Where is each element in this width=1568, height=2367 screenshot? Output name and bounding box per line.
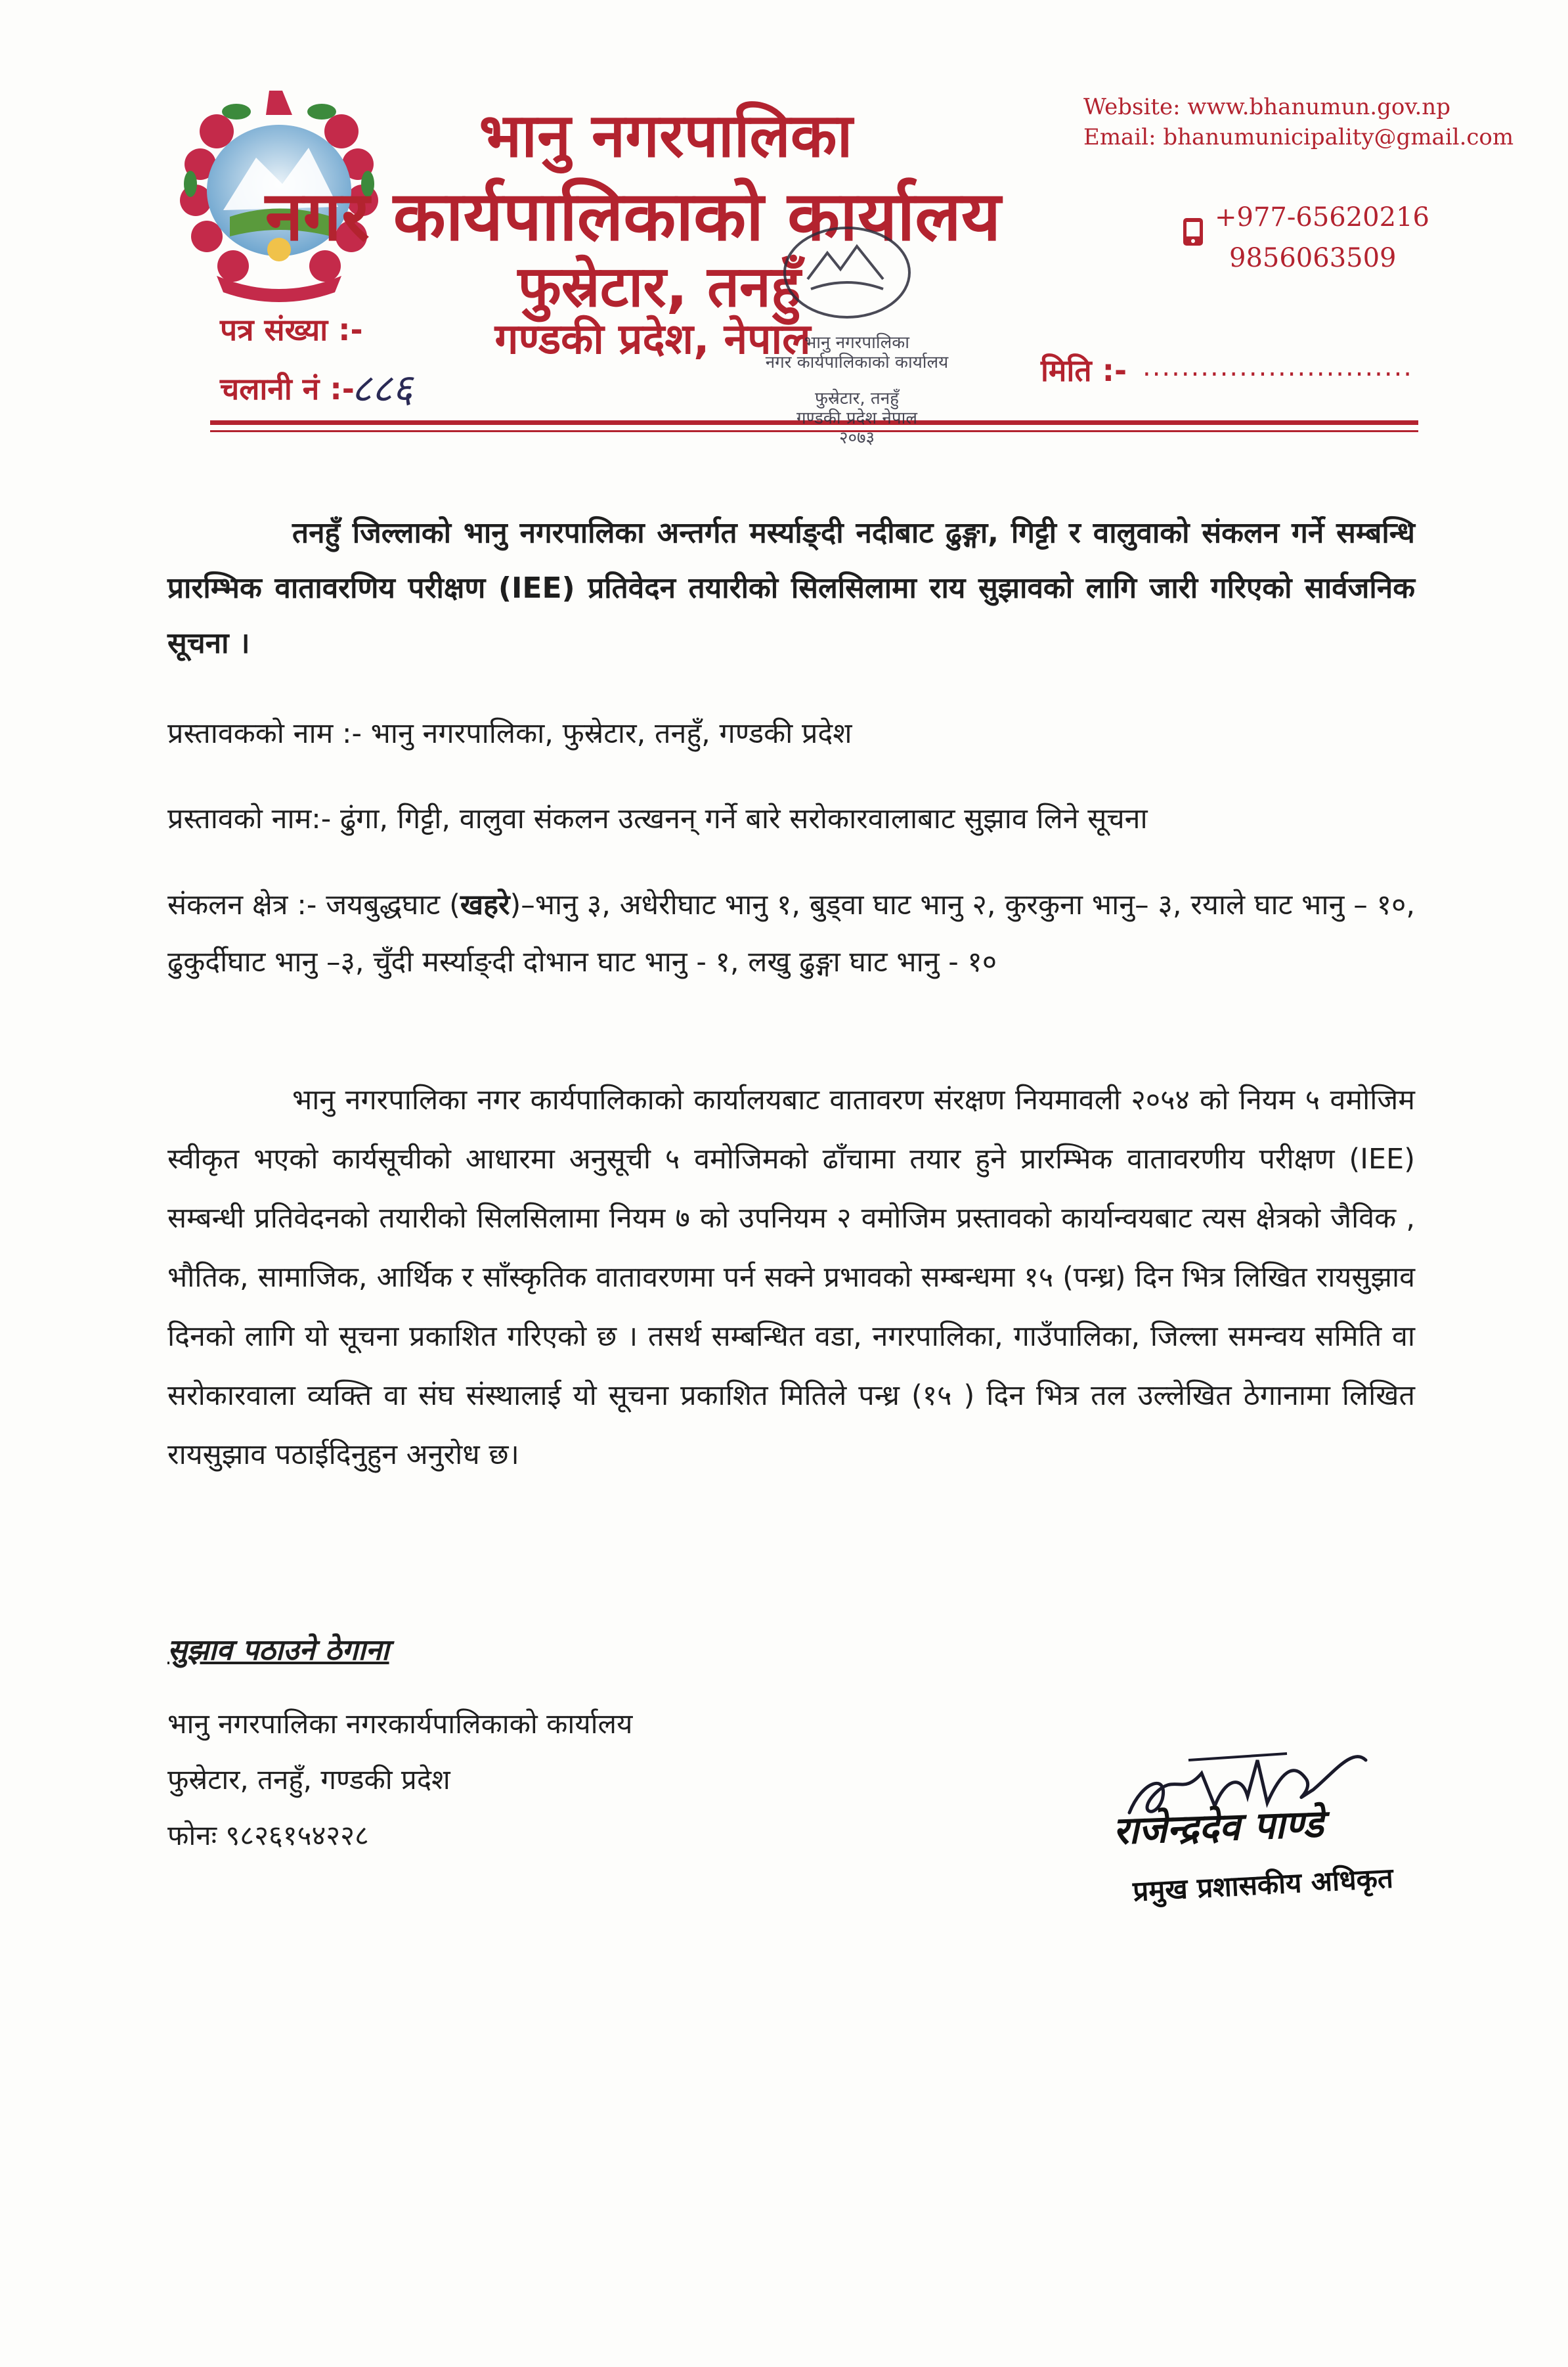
letter-number-label: पत्र संख्या :- — [220, 312, 363, 347]
collection-area-prefix: संकलन क्षेत्र :- जयबुद्धघाट ( — [167, 889, 460, 921]
dispatch-number-label: चलानी नं :- — [220, 371, 355, 407]
collection-area-rest: )–भानु ३, अधेरीघाट भानु १, बुड्वा घाट भानु २, कुरकुना भानु– ३, रयाले घाट भानु – १०, ढुकुर्दीघाट भानु –३, चुँदी मर्स्याङ्दी दोभान घाट भानु - १, लखु ढुङ्गा घाट भानु - १० — [167, 889, 1415, 979]
signatory-role: प्रमुख प्रशासकीय अधिकृत — [1132, 1861, 1394, 1908]
dispatch-number-value: ८८६ — [351, 366, 413, 412]
phone-number-2: 9856063509 — [1229, 243, 1397, 273]
address-phone: फोनः ९८२६१५४२२८ — [167, 1819, 369, 1851]
address-title: सुझाव पठाउने ठेगाना — [167, 1633, 389, 1667]
proponent-line: प्रस्तावकको नाम :- भानु नगरपालिका, फुस्रेटार, तनहुँ, गण्डकी प्रदेश — [167, 717, 852, 750]
stamp-line-5: २०७३ — [838, 428, 875, 448]
official-stamp — [693, 213, 1001, 463]
office-place: फुस्रेटार, तनहुँ — [517, 254, 801, 320]
contact-block — [1083, 92, 1514, 152]
date-placeholder: ............................ — [1143, 352, 1414, 382]
website-text: Website: www.bhanumun.gov.np — [1083, 94, 1450, 120]
office-name: नगर कार्यपालिकाको कार्यालय — [265, 176, 1001, 256]
signatory-name: राजेन्द्रदेव पाण्डे — [1112, 1801, 1324, 1853]
stamp-line-1: भानु नगरपालिका — [804, 333, 909, 353]
collection-area — [167, 877, 1415, 991]
stamp-line-2: नगर कार्यपालिकाको कार्यालय — [765, 353, 949, 372]
notice-paragraph: भानु नगरपालिका नगर कार्यपालिकाको कार्यालयबाट वातावरण संरक्षण नियमावली २०५४ को नियम ५ वमोजिम स्वीकृत भएको कार्यसूचीको आधारमा अनुसूची ५ वमोजिमको ढाँचामा तयार हुने प्रारम्भिक वातावरणीय परीक्षण (IEE) सम्बन्धी प्रतिवेदनको तयारीको सिलसिलामा नियम ७ को उपनियम २ वमोजिम प्रस्तावको कार्यान्वयबाट त्यस क्षेत्रको जैविक , भौतिक, सामाजिक, आर्थिक र साँस्कृतिक वातावरणमा पर्न सक्ने प्रभावको सम्बन्धमा १५ (पन्ध्र) दिन भित्र लिखित रायसुझाव दिनको लागि यो सूचना प्रकाशित गरिएको छ । तसर्थ सम्बन्धित वडा, नगरपालिका, गाउँपालिका, जिल्ला समन्वय समिति वा सरोकारवाला व्यक्ति वा संघ संस्थालाई यो सूचना प्रकाशित मितिले पन्ध्र (१५ ) दिन भित्र तल उल्लेखित ठेगानामा लिखित रायसुझाव पठाईदिनुहुन अनुरोध छ। — [167, 1084, 1415, 1471]
notice-subject: तनहुँ जिल्लाको भानु नगरपालिका अन्तर्गत मर्स्याङ्दी नदीबाट ढुङ्गा, गिट्टी र वालुवाको संकलन गर्ने सम्बन्धि प्रारम्भिक वातावरणिय परीक्षण (IEE) प्रतिवेदन तयारीको सिलसिलामा राय सुझावको लागि जारी गरिएको सार्वजनिक सूचना । — [167, 516, 1415, 660]
municipality-name: भानु नगरपालिका — [479, 100, 853, 171]
email-text: Email: bhanumunicipality@gmail.com — [1083, 124, 1514, 150]
office-province: गण्डकी प्रदेश, नेपाल — [494, 315, 811, 364]
date-label: मिति :- — [1041, 353, 1127, 388]
phone-number-1: +977-65620216 — [1215, 202, 1429, 232]
phone-icon — [1182, 217, 1204, 247]
address-line-1: भानु नगरपालिका नगरकार्यपालिकाको कार्यालय — [167, 1708, 633, 1740]
stamp-line-3: फुस्रेटार, तनहुँ — [815, 389, 899, 409]
address-line-2: फुस्रेटार, तनहुँ, गण्डकी प्रदेश — [167, 1763, 450, 1796]
proposal-line: प्रस्तावको नाम:- ढुंगा, गिट्टी, वालुवा संकलन उत्खनन् गर्ने बारे सरोकारवालाबाट सुझाव लिने सूचना — [167, 803, 1148, 835]
stamp-line-4: गण्डकी प्रदेश नेपाल — [796, 409, 917, 428]
collection-area-bold: खहरे — [460, 889, 510, 921]
